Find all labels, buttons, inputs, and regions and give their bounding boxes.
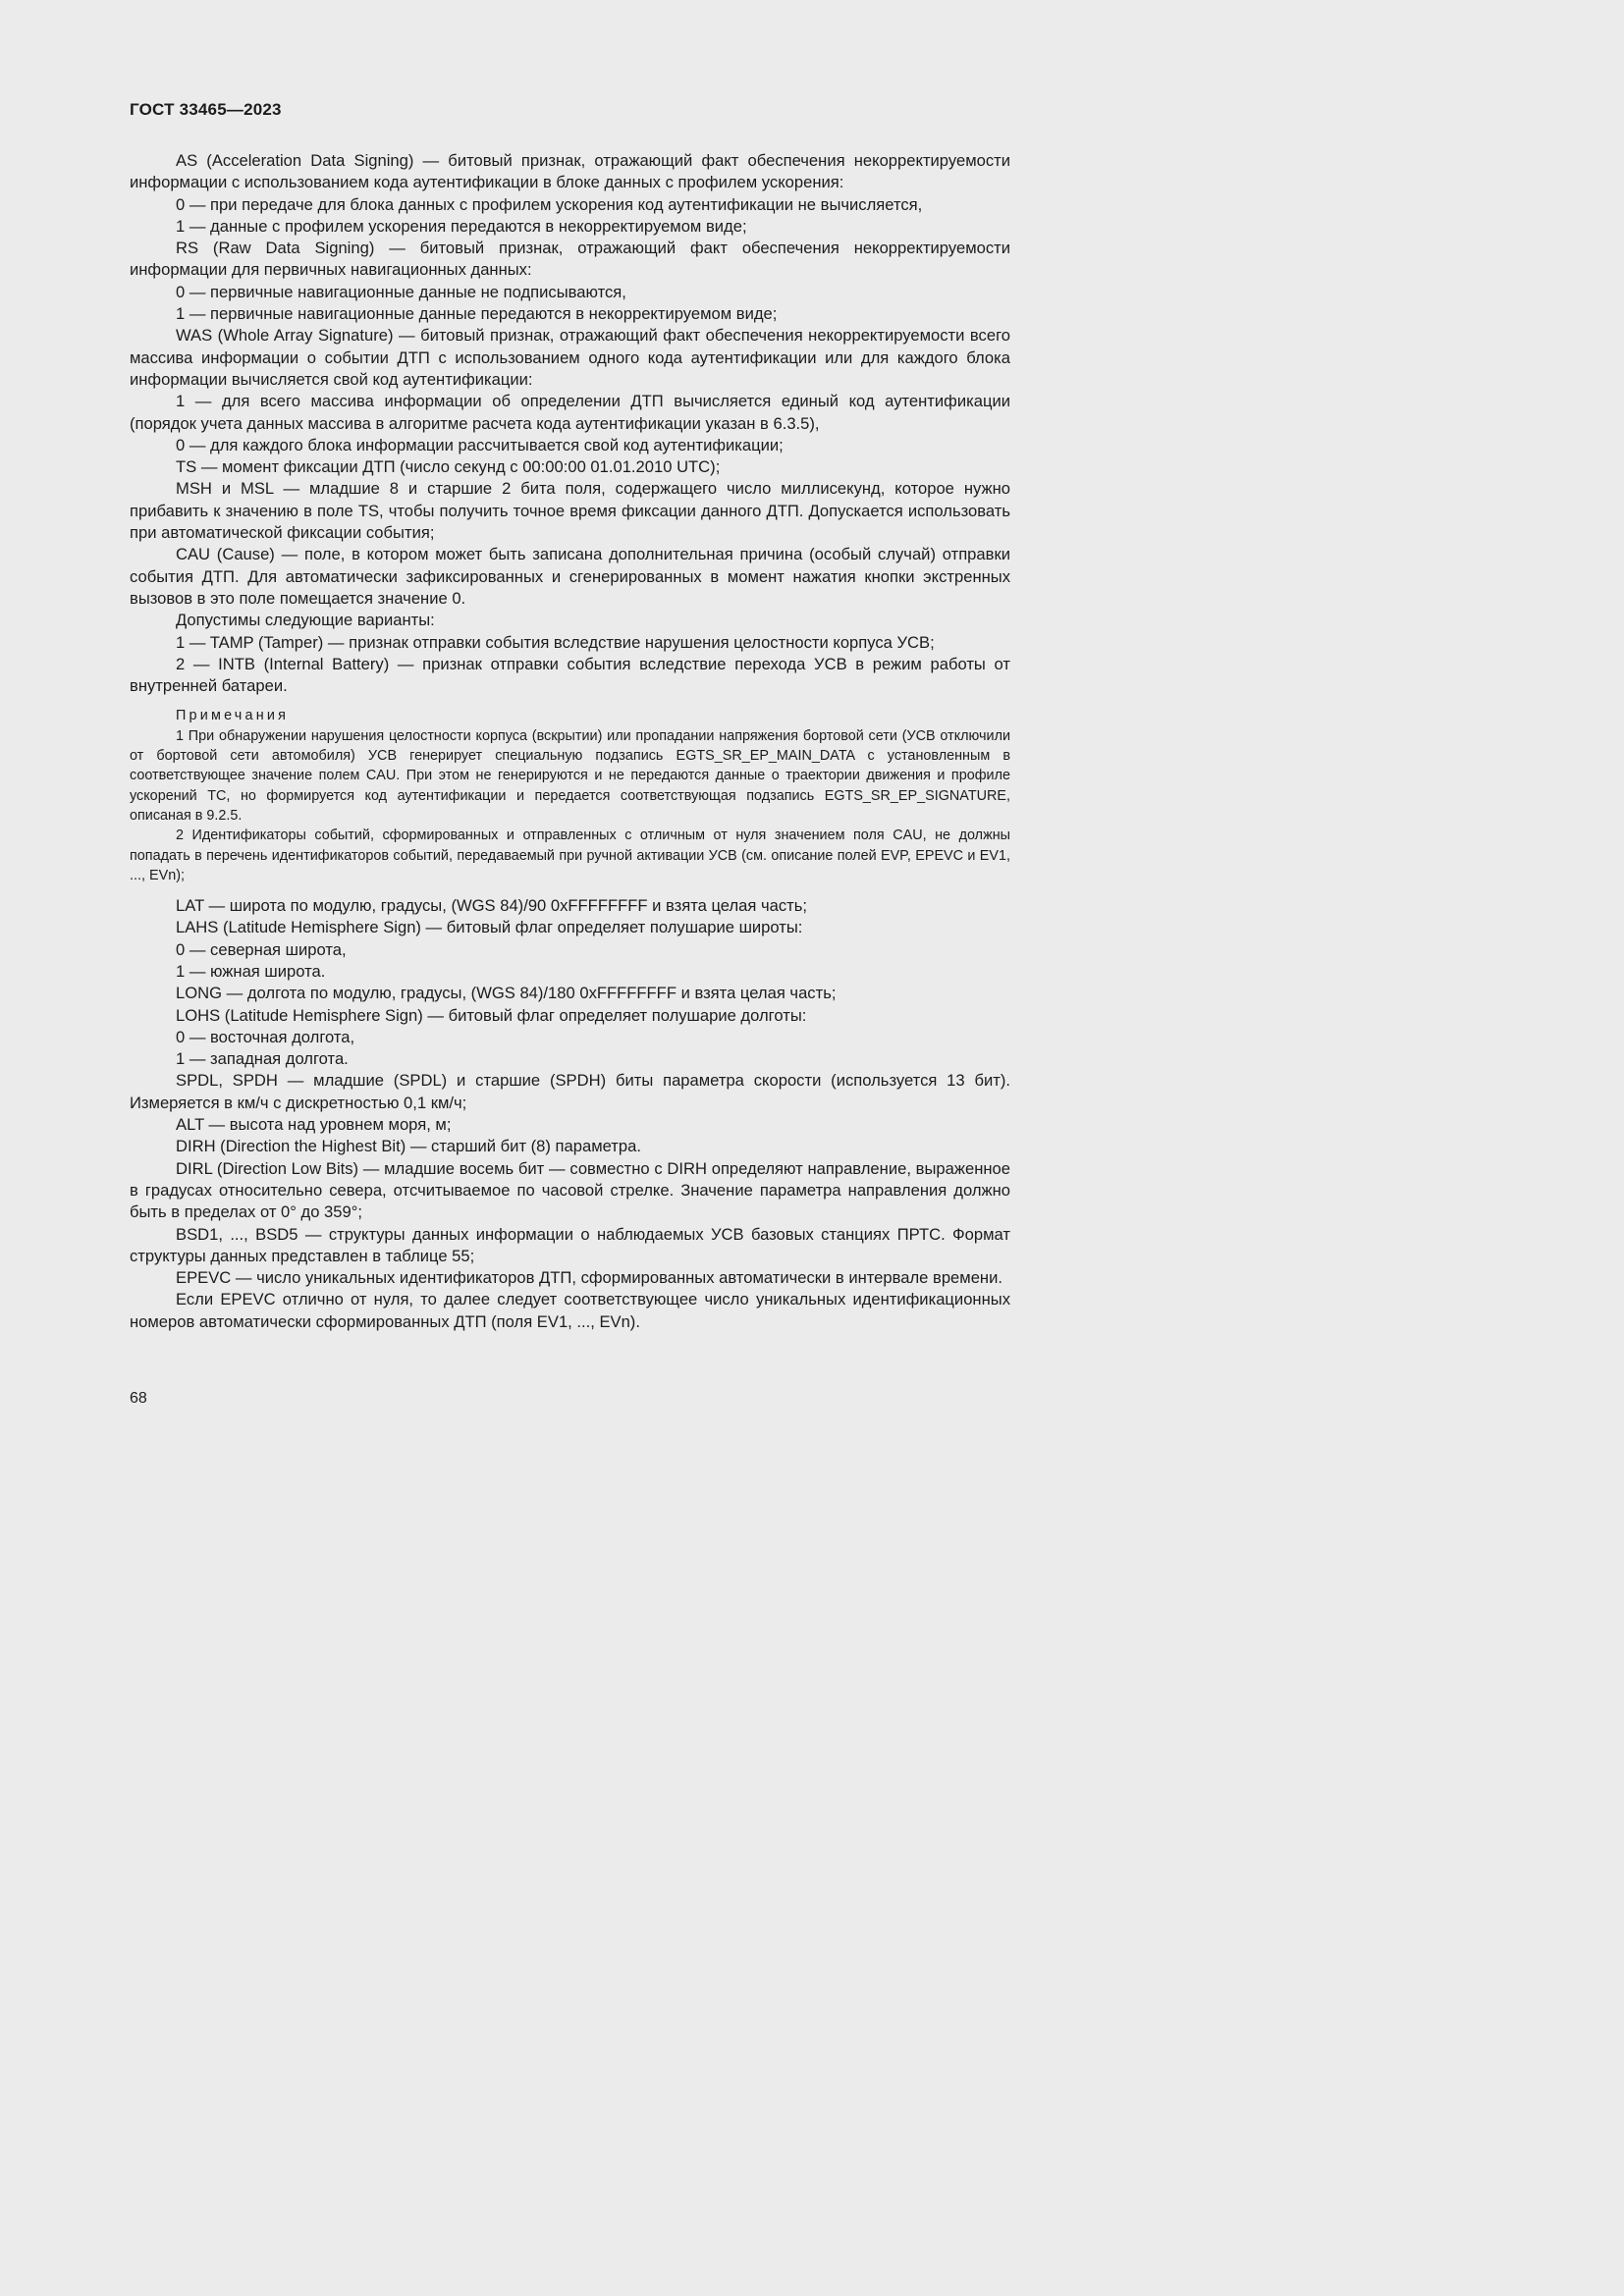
paragraph: MSH и MSL — младшие 8 и старшие 2 бита поля, содержащего число миллисекунд, которое нужно прибавить к значению в поле TS, чтобы получить точное время фиксации данного ДТП. Допускается использовать при автоматической фиксации события; <box>130 479 1010 543</box>
paragraph: 1 — западная долгота. <box>176 1049 349 1069</box>
paragraph: EPEVC — число уникальных идентификаторов ДТП, сформированных автоматически в интервале времени. <box>176 1268 1002 1288</box>
paragraph: 1 — данные с профилем ускорения передаются в некорректируемом виде; <box>176 216 747 236</box>
notes-title: Примечания <box>176 708 290 724</box>
paragraph: LOHS (Latitude Hemisphere Sign) — битовый флаг определяет полушарие долготы: <box>176 1005 807 1025</box>
paragraph: DIRL (Direction Low Bits) — младшие восемь бит — совместно с DIRH определяют направление, выраженное в градусах относительно севера, отсчитываемое по часовой стрелке. Значение параметра направления должно быть в пределах от 0° до 359°; <box>130 1158 1010 1222</box>
notes-block <box>130 706 1010 885</box>
note-item: 2 Идентификаторы событий, сформированных и отправленных с отличным от нуля значением поля CAU, не должны попадать в перечень идентификаторов событий, передаваемый при ручной активации УСВ (см. описание полей EVP, EPEVC и EV1, ..., EVn); <box>130 828 1010 883</box>
page-number: 68 <box>130 1390 147 1407</box>
paragraph: 1 — первичные навигационные данные передаются в некорректируемом виде; <box>176 304 778 324</box>
paragraph: 0 — северная широта, <box>176 939 347 959</box>
paragraph: 0 — восточная долгота, <box>176 1027 355 1046</box>
paragraph: Если EPEVC отлично от нуля, то далее следует соответствующее число уникальных идентификационных номеров автоматически сформированных ДТП (поля EV1, ..., EVn). <box>130 1290 1010 1331</box>
paragraph: Допустимы следующие варианты: <box>176 611 435 630</box>
paragraph: AS (Acceleration Data Signing) — битовый признак, отражающий факт обеспечения некорректируемости информации с использованием кода аутентификации в блоке данных с профилем ускорения: <box>130 151 1010 192</box>
paragraph: RS (Raw Data Signing) — битовый признак, отражающий факт обеспечения некорректируемости информации для первичных навигационных данных: <box>130 239 1010 280</box>
document-header: ГОСТ 33465—2023 <box>130 100 282 119</box>
paragraph: 0 — при передаче для блока данных с профилем ускорения код аутентификации не вычисляется, <box>176 194 923 214</box>
paragraph: WAS (Whole Array Signature) — битовый признак, отражающий факт обеспечения некорректируемости всего массива информации о событии ДТП с использованием одного кода аутентификации или для каждого блока информации вычисляется свой код аутентификации: <box>130 326 1010 389</box>
page-body <box>130 150 1010 1333</box>
note-item: 1 При обнаружении нарушения целостности корпуса (вскрытии) или пропадании напряжения бортовой сети (УСВ отключили от бортовой сети автомобиля) УСВ генерирует специальную подзапись EGTS_SR_EP_MAIN_DATA с установленным в соответствующее значение полем CAU. При этом не генерируются и не передаются данные о траектории движения и профиле ускорений ТС, но формируется код аутентификации и передается соответствующая подзапись EGTS_SR_EP_SIGNATURE, описаная в 9.2.5. <box>130 727 1010 824</box>
paragraph: 1 — для всего массива информации об определении ДТП вычисляется единый код аутентификации (порядок учета данных массива в алгоритме расчета кода аутентификации указан в 6.3.5), <box>130 392 1010 433</box>
paragraph: BSD1, ..., BSD5 — структуры данных информации о наблюдаемых УСВ базовых станциях ПРТС. Формат структуры данных представлен в таблице 55; <box>130 1224 1010 1265</box>
bottom-section <box>130 895 1010 1333</box>
paragraph: TS — момент фиксации ДТП (число секунд с 00:00:00 01.01.2010 UTC); <box>176 457 721 477</box>
paragraph: 2 — INTB (Internal Battery) — признак отправки события вследствие перехода УСВ в режим работы от внутренней батареи. <box>130 654 1010 696</box>
paragraph: LAT — широта по модулю, градусы, (WGS 84)/90 0xFFFFFFFF и взята целая часть; <box>176 896 807 916</box>
paragraph: 1 — TAMP (Tamper) — признак отправки события вследствие нарушения целостности корпуса УСВ; <box>176 632 935 652</box>
paragraph: LONG — долгота по модулю, градусы, (WGS 84)/180 0xFFFFFFFF и взята целая часть; <box>176 984 837 1003</box>
top-section <box>130 150 1010 697</box>
paragraph: CAU (Cause) — поле, в котором может быть записана дополнительная причина (особый случай) отправки события ДТП. Для автоматически зафиксированных и сгенерированных в момент нажатия кнопки экстренных вызовов в это поле помещается значение 0. <box>130 545 1010 608</box>
paragraph: SPDL, SPDH — младшие (SPDL) и старшие (SPDH) биты параметра скорости (используется 13 бит). Измеряется в км/ч с дискретностью 0,1 км/ч; <box>130 1071 1010 1112</box>
paragraph: DIRH (Direction the Highest Bit) — старший бит (8) параметра. <box>176 1137 641 1156</box>
paragraph: 0 — для каждого блока информации рассчитывается свой код аутентификации; <box>176 435 784 454</box>
paragraph: LAHS (Latitude Hemisphere Sign) — битовый флаг определяет полушарие широты: <box>176 918 803 937</box>
paragraph: 1 — южная широта. <box>176 961 326 981</box>
paragraph: ALT — высота над уровнем моря, м; <box>176 1115 452 1135</box>
paragraph: 0 — первичные навигационные данные не подписываются, <box>176 282 626 301</box>
